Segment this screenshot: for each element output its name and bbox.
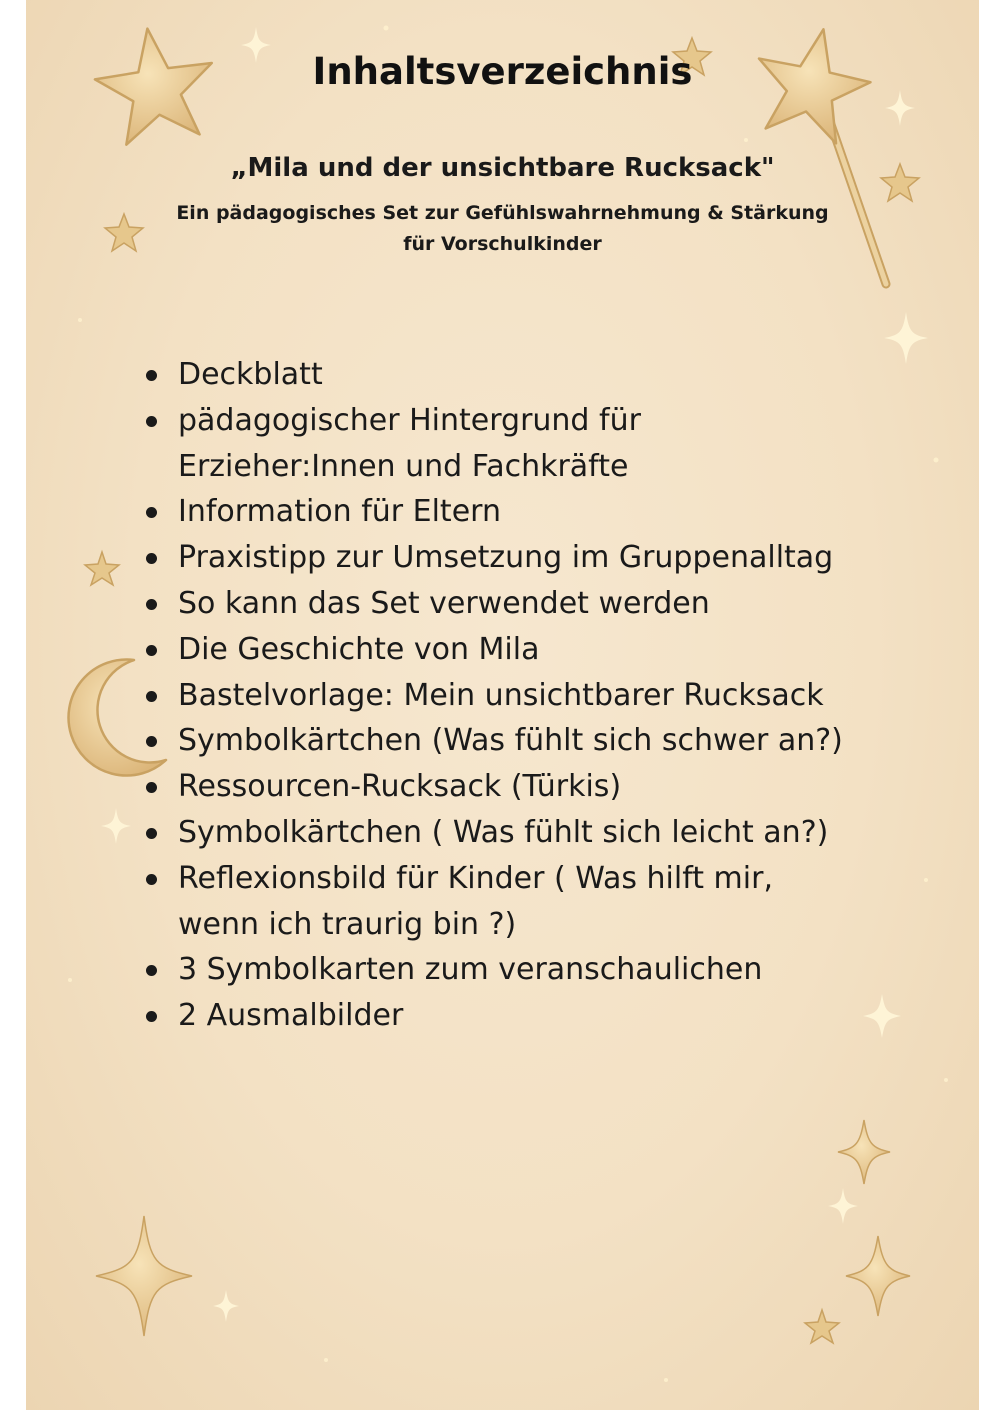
description-line-1: Ein pädagogisches Set zur Gefühlswahrnehmung & Stärkung xyxy=(176,202,829,224)
toc-item xyxy=(178,947,968,993)
toc-item xyxy=(178,810,968,856)
page-title: Inhaltsverzeichnis xyxy=(312,50,693,93)
bullet-icon xyxy=(146,599,157,610)
toc-item xyxy=(178,627,968,673)
toc-item-label: Information für Eltern xyxy=(178,494,501,530)
sparkle-icon xyxy=(838,1120,890,1184)
toc-item xyxy=(178,856,968,948)
bullet-icon xyxy=(146,416,157,427)
toc-item-label: pädagogischer Hintergrund für Erzieher:Innen und Fachkräfte xyxy=(178,402,641,484)
toc-item-label: So kann das Set verwendet werden xyxy=(178,585,710,621)
bullet-icon xyxy=(146,874,157,885)
crescent-moon-icon xyxy=(69,660,166,776)
description-line-2: für Vorschulkinder xyxy=(403,233,602,255)
toc-item xyxy=(178,352,968,398)
star-icon xyxy=(85,552,119,585)
toc-item-label: Praxistipp zur Umsetzung im Gruppenalltag xyxy=(178,540,834,576)
toc-item-label: Die Geschichte von Mila xyxy=(178,631,540,667)
toc-item-label: Symbolkärtchen ( Was fühlt sich leicht an?) xyxy=(178,814,829,850)
set-subtitle: „Mila und der unsichtbare Rucksack" xyxy=(230,153,775,183)
bullet-icon xyxy=(146,691,157,702)
toc-item-label: Symbolkärtchen (Was fühlt sich schwer an?) xyxy=(178,723,843,759)
toc-item xyxy=(178,581,968,627)
toc-item xyxy=(178,398,968,490)
sparkle-icon xyxy=(885,90,915,126)
toc-item xyxy=(178,535,968,581)
toc-item xyxy=(178,718,968,764)
toc-item-label: 2 Ausmalbilder xyxy=(178,998,404,1034)
toc-item-label: Reflexionsbild für Kinder ( Was hilft mir, wenn ich traurig bin ?) xyxy=(178,860,773,942)
toc-item-label: Bastelvorlage: Mein unsichtbarer Rucksack xyxy=(178,677,824,713)
toc-item xyxy=(178,489,968,535)
toc-item xyxy=(178,764,968,810)
bullet-icon xyxy=(146,828,157,839)
toc-item-label: Ressourcen-Rucksack (Türkis) xyxy=(178,769,622,805)
sparkle-icon xyxy=(828,1188,858,1224)
star-icon xyxy=(805,1310,839,1343)
table-of-contents xyxy=(178,352,968,1039)
paper-sheet xyxy=(26,0,979,1410)
toc-item xyxy=(178,673,968,719)
set-description xyxy=(86,198,919,260)
sparkle-icon xyxy=(101,808,131,844)
bullet-icon xyxy=(146,370,157,381)
sparkle-icon xyxy=(846,1236,910,1316)
bullet-icon xyxy=(146,645,157,656)
toc-item-label: Deckblatt xyxy=(178,357,323,392)
sparkle-icon xyxy=(213,1290,239,1322)
toc-item-label: 3 Symbolkarten zum veranschaulichen xyxy=(178,952,763,988)
sparkle-icon xyxy=(96,1216,192,1336)
toc-item xyxy=(178,993,968,1039)
